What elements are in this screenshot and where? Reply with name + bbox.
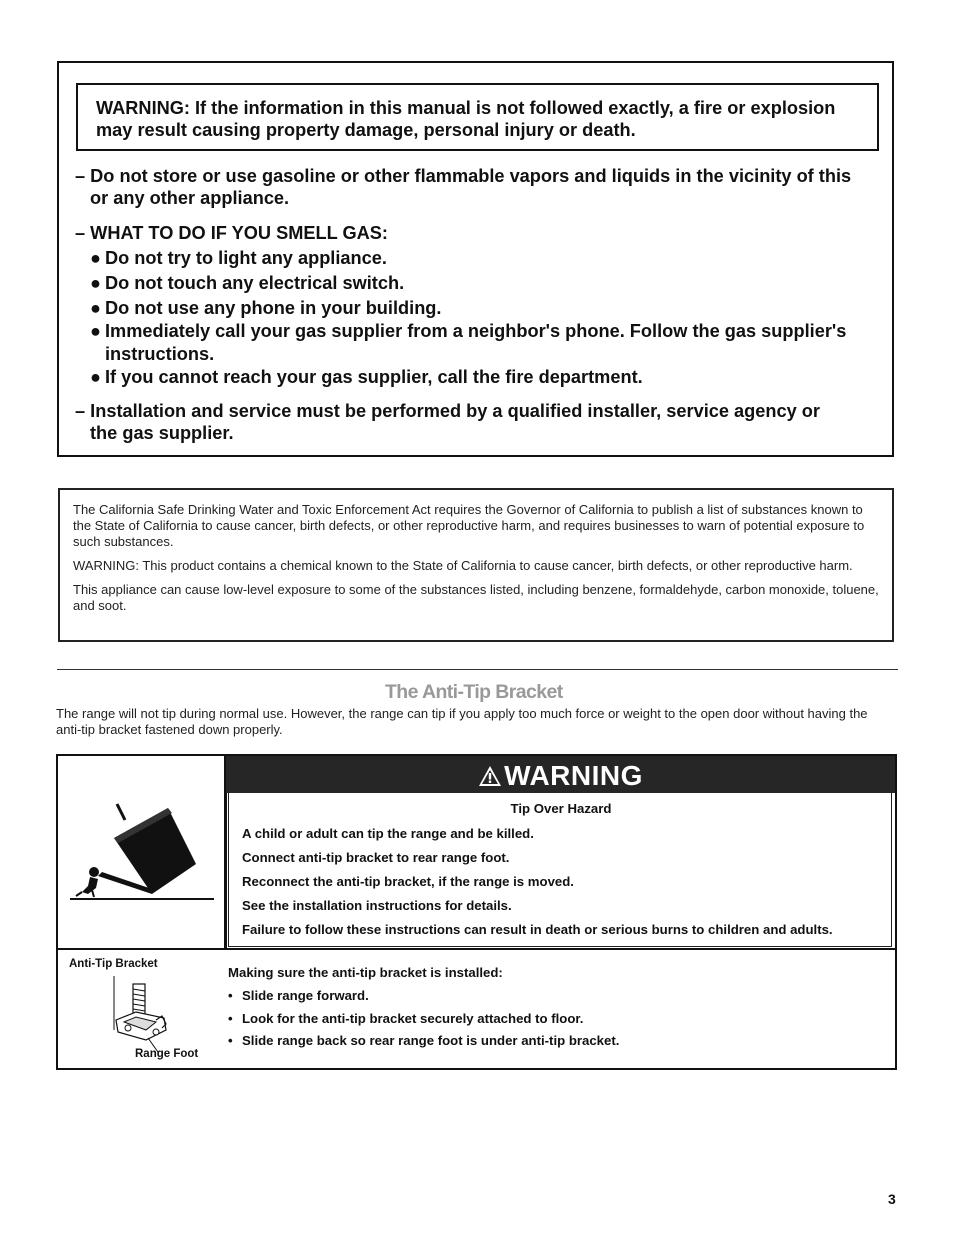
section-title: The Anti-Tip Bracket [385, 681, 563, 703]
warning-banner-label: WARNING [504, 760, 643, 791]
panel-divider-horizontal [58, 948, 895, 950]
section-divider [57, 669, 898, 670]
gas-warning-box [57, 61, 894, 457]
bullet-icon: ● [90, 321, 101, 341]
install-heading: Making sure the anti-tip bracket is installed: [228, 965, 503, 980]
hazard-panel [228, 793, 892, 947]
warning-line-2: may result causing property damage, personal injury or death. [96, 120, 636, 140]
warning-banner-title [226, 760, 895, 792]
installation-line-2: the gas supplier. [90, 423, 234, 443]
tip-over-warning-box [56, 754, 897, 1070]
bullet-icon: • [228, 988, 233, 1003]
anti-tip-bracket-label: Anti-Tip Bracket [69, 958, 158, 970]
hazard-line: See the installation instructions for details. [242, 898, 512, 913]
prop65-paragraph-2: WARNING: This product contains a chemical known to the State of California to cause cancer, birth defects, or other reproductive harm. [73, 558, 853, 573]
gas-bullet-text: instructions. [105, 344, 215, 364]
anti-tip-bracket-illustration [106, 972, 176, 1052]
install-step [228, 1033, 620, 1049]
gas-bullet-text: Do not touch any electrical switch. [105, 273, 405, 293]
bullet-icon: ● [90, 367, 101, 387]
bullet-icon: • [228, 1033, 233, 1048]
smell-gas-heading: – WHAT TO DO IF YOU SMELL GAS: [75, 223, 388, 243]
warning-triangle-icon [478, 765, 502, 787]
section-intro: The range will not tip during normal use. However, the range can tip if you apply too much force or weight to the open door without having the anti-tip bracket fastened down properly. [56, 706, 868, 737]
hazard-line: Connect anti-tip bracket to rear range foot. [242, 850, 510, 865]
install-step-text: Slide range forward. [242, 988, 369, 1003]
range-foot-label: Range Foot [135, 1048, 199, 1060]
bullet-icon: ● [90, 298, 101, 318]
install-step [228, 1011, 584, 1027]
warning-banner [226, 756, 895, 793]
gas-bullet-text: Do not try to light any appliance. [105, 248, 387, 268]
bullet-icon: ● [90, 248, 101, 268]
tipping-range-illustration [68, 796, 218, 906]
gas-bullet-text: If you cannot reach your gas supplier, call the fire department. [105, 367, 643, 387]
bullet-icon: ● [90, 273, 101, 293]
prop65-paragraph-1: The California Safe Drinking Water and Toxic Enforcement Act requires the Governor of California to publish a list of substances known to the State of California to cause cancer, birth defects, or other reproductive harm, and requires businesses to warn of potential exposure to such substances. [73, 502, 865, 549]
hazard-line: Reconnect the anti-tip bracket, if the range is moved. [242, 874, 574, 889]
install-step [228, 988, 369, 1004]
page-number: 3 [888, 1191, 896, 1207]
bullet-icon: • [228, 1011, 233, 1026]
hazard-line: Failure to follow these instructions can result in death or serious burns to children and adults. [242, 922, 833, 937]
flammable-storage-line-1: – Do not store or use gasoline or other flammable vapors and liquids in the vicinity of this [75, 166, 852, 186]
hazard-line: A child or adult can tip the range and be killed. [242, 826, 534, 841]
gas-bullet-text: Do not use any phone in your building. [105, 298, 442, 318]
gas-bullet-text: Immediately call your gas supplier from a neighbor's phone. Follow the gas supplier's [105, 321, 847, 341]
install-step-text: Look for the anti-tip bracket securely attached to floor. [242, 1011, 584, 1026]
install-step-text: Slide range back so rear range foot is under anti-tip bracket. [242, 1033, 620, 1048]
fire-explosion-warning [76, 83, 879, 151]
warning-line-1: WARNING: If the information in this manual is not followed exactly, a fire or explosion [96, 98, 836, 118]
flammable-storage-line-2: or any other appliance. [90, 188, 290, 208]
prop65-paragraph-3: This appliance can cause low-level exposure to some of the substances listed, including benzene, formaldehyde, carbon monoxide, toluene, and soot. [73, 582, 879, 613]
california-prop65-box [58, 488, 894, 642]
installation-line-1: – Installation and service must be performed by a qualified installer, service agency or [75, 401, 820, 421]
hazard-title: Tip Over Hazard [510, 801, 612, 816]
